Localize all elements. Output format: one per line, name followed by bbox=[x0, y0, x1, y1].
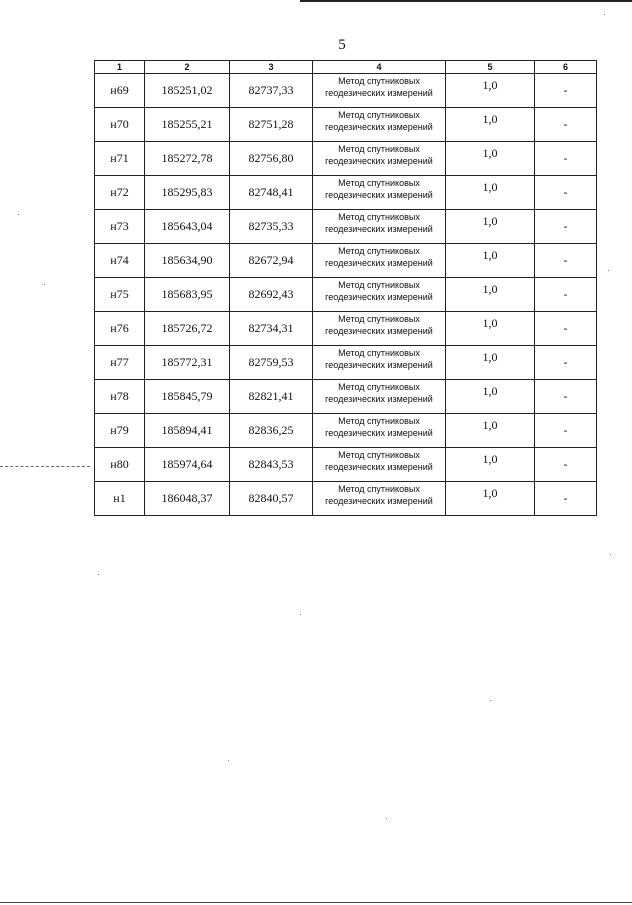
table-row bbox=[95, 142, 597, 176]
scan-speck bbox=[608, 270, 609, 271]
scan-speck bbox=[44, 284, 45, 285]
cell-note: - bbox=[535, 210, 597, 244]
cell-accuracy: 1,0 bbox=[446, 142, 535, 176]
cell-accuracy: 1,0 bbox=[446, 244, 535, 278]
cell-accuracy: 1,0 bbox=[446, 74, 535, 108]
cell-method: Метод спутниковых геодезических измерений bbox=[313, 448, 446, 482]
cell-method: Метод спутниковых геодезических измерений bbox=[313, 210, 446, 244]
cell-note: - bbox=[535, 414, 597, 448]
cell-point-name: н69 bbox=[95, 74, 145, 108]
scan-speck bbox=[604, 14, 605, 15]
cell-y-coordinate: 82734,31 bbox=[230, 312, 313, 346]
table-header-row bbox=[95, 61, 597, 74]
cell-point-name: н80 bbox=[95, 448, 145, 482]
cell-accuracy: 1,0 bbox=[446, 210, 535, 244]
cell-accuracy: 1,0 bbox=[446, 380, 535, 414]
cell-method: Метод спутниковых геодезических измерений bbox=[313, 244, 446, 278]
cell-method: Метод спутниковых геодезических измерений bbox=[313, 74, 446, 108]
scan-speck bbox=[300, 614, 301, 615]
cell-x-coordinate: 185634,90 bbox=[145, 244, 230, 278]
cell-x-coordinate: 186048,37 bbox=[145, 482, 230, 516]
table-row bbox=[95, 74, 597, 108]
cell-point-name: н70 bbox=[95, 108, 145, 142]
header-col-2: 2 bbox=[145, 61, 230, 74]
table-row bbox=[95, 346, 597, 380]
cell-x-coordinate: 185772,31 bbox=[145, 346, 230, 380]
cell-y-coordinate: 82759,53 bbox=[230, 346, 313, 380]
cell-y-coordinate: 82821,41 bbox=[230, 380, 313, 414]
cell-point-name: н76 bbox=[95, 312, 145, 346]
cell-note: - bbox=[535, 176, 597, 210]
table-row bbox=[95, 482, 597, 516]
cell-accuracy: 1,0 bbox=[446, 278, 535, 312]
cell-y-coordinate: 82735,33 bbox=[230, 210, 313, 244]
header-col-3: 3 bbox=[230, 61, 313, 74]
cell-accuracy: 1,0 bbox=[446, 108, 535, 142]
header-col-6: 6 bbox=[535, 61, 597, 74]
cell-method: Метод спутниковых геодезических измерений bbox=[313, 380, 446, 414]
cell-y-coordinate: 82737,33 bbox=[230, 74, 313, 108]
cell-method: Метод спутниковых геодезических измерений bbox=[313, 346, 446, 380]
header-col-5: 5 bbox=[446, 61, 535, 74]
header-col-4: 4 bbox=[313, 61, 446, 74]
table-row bbox=[95, 414, 597, 448]
cell-method: Метод спутниковых геодезических измерений bbox=[313, 108, 446, 142]
cell-note: - bbox=[535, 346, 597, 380]
cell-y-coordinate: 82692,43 bbox=[230, 278, 313, 312]
cell-x-coordinate: 185272,78 bbox=[145, 142, 230, 176]
cell-note: - bbox=[535, 142, 597, 176]
cell-note: - bbox=[535, 108, 597, 142]
cell-point-name: н78 bbox=[95, 380, 145, 414]
cell-y-coordinate: 82836,25 bbox=[230, 414, 313, 448]
left-margin-dotted-line bbox=[0, 466, 90, 467]
cell-point-name: н73 bbox=[95, 210, 145, 244]
table-row bbox=[95, 210, 597, 244]
cell-method: Метод спутниковых геодезических измерений bbox=[313, 176, 446, 210]
cell-y-coordinate: 82672,94 bbox=[230, 244, 313, 278]
cell-method: Метод спутниковых геодезических измерений bbox=[313, 278, 446, 312]
table-row bbox=[95, 244, 597, 278]
cell-accuracy: 1,0 bbox=[446, 346, 535, 380]
header-col-1: 1 bbox=[95, 61, 145, 74]
cell-x-coordinate: 185974,64 bbox=[145, 448, 230, 482]
table-row bbox=[95, 176, 597, 210]
scan-speck bbox=[228, 760, 229, 761]
cell-note: - bbox=[535, 74, 597, 108]
scan-speck bbox=[18, 214, 19, 215]
table-row bbox=[95, 278, 597, 312]
table-body bbox=[95, 74, 597, 516]
cell-x-coordinate: 185295,83 bbox=[145, 176, 230, 210]
cell-x-coordinate: 185894,41 bbox=[145, 414, 230, 448]
cell-point-name: н1 bbox=[95, 482, 145, 516]
cell-y-coordinate: 82840,57 bbox=[230, 482, 313, 516]
cell-x-coordinate: 185643,04 bbox=[145, 210, 230, 244]
table-row bbox=[95, 108, 597, 142]
scan-speck bbox=[386, 818, 387, 819]
cell-y-coordinate: 82748,41 bbox=[230, 176, 313, 210]
cell-x-coordinate: 185683,95 bbox=[145, 278, 230, 312]
cell-y-coordinate: 82756,80 bbox=[230, 142, 313, 176]
cell-accuracy: 1,0 bbox=[446, 448, 535, 482]
cell-method: Метод спутниковых геодезических измерений bbox=[313, 142, 446, 176]
cell-point-name: н74 bbox=[95, 244, 145, 278]
cell-point-name: н79 bbox=[95, 414, 145, 448]
cell-note: - bbox=[535, 312, 597, 346]
cell-method: Метод спутниковых геодезических измерений bbox=[313, 312, 446, 346]
cell-note: - bbox=[535, 278, 597, 312]
cell-point-name: н72 bbox=[95, 176, 145, 210]
cell-accuracy: 1,0 bbox=[446, 482, 535, 516]
cell-accuracy: 1,0 bbox=[446, 414, 535, 448]
table-row bbox=[95, 448, 597, 482]
cell-method: Метод спутниковых геодезических измерений bbox=[313, 414, 446, 448]
cell-note: - bbox=[535, 448, 597, 482]
cell-x-coordinate: 185255,21 bbox=[145, 108, 230, 142]
cell-y-coordinate: 82751,28 bbox=[230, 108, 313, 142]
coordinates-table bbox=[94, 60, 597, 516]
page-number: 5 bbox=[338, 37, 346, 53]
cell-y-coordinate: 82843,53 bbox=[230, 448, 313, 482]
scan-speck bbox=[490, 700, 491, 701]
cell-x-coordinate: 185726,72 bbox=[145, 312, 230, 346]
cell-point-name: н71 bbox=[95, 142, 145, 176]
cell-accuracy: 1,0 bbox=[446, 176, 535, 210]
cell-accuracy: 1,0 bbox=[446, 312, 535, 346]
cell-note: - bbox=[535, 482, 597, 516]
scan-speck bbox=[98, 574, 99, 575]
cell-note: - bbox=[535, 380, 597, 414]
table-row bbox=[95, 312, 597, 346]
cell-point-name: н75 bbox=[95, 278, 145, 312]
table-row bbox=[95, 380, 597, 414]
cell-x-coordinate: 185845,79 bbox=[145, 380, 230, 414]
cell-method: Метод спутниковых геодезических измерений bbox=[313, 482, 446, 516]
bottom-edge-rule bbox=[0, 902, 632, 903]
scan-speck bbox=[610, 554, 611, 555]
top-edge-rule bbox=[300, 0, 632, 2]
cell-note: - bbox=[535, 244, 597, 278]
cell-x-coordinate: 185251,02 bbox=[145, 74, 230, 108]
cell-point-name: н77 bbox=[95, 346, 145, 380]
